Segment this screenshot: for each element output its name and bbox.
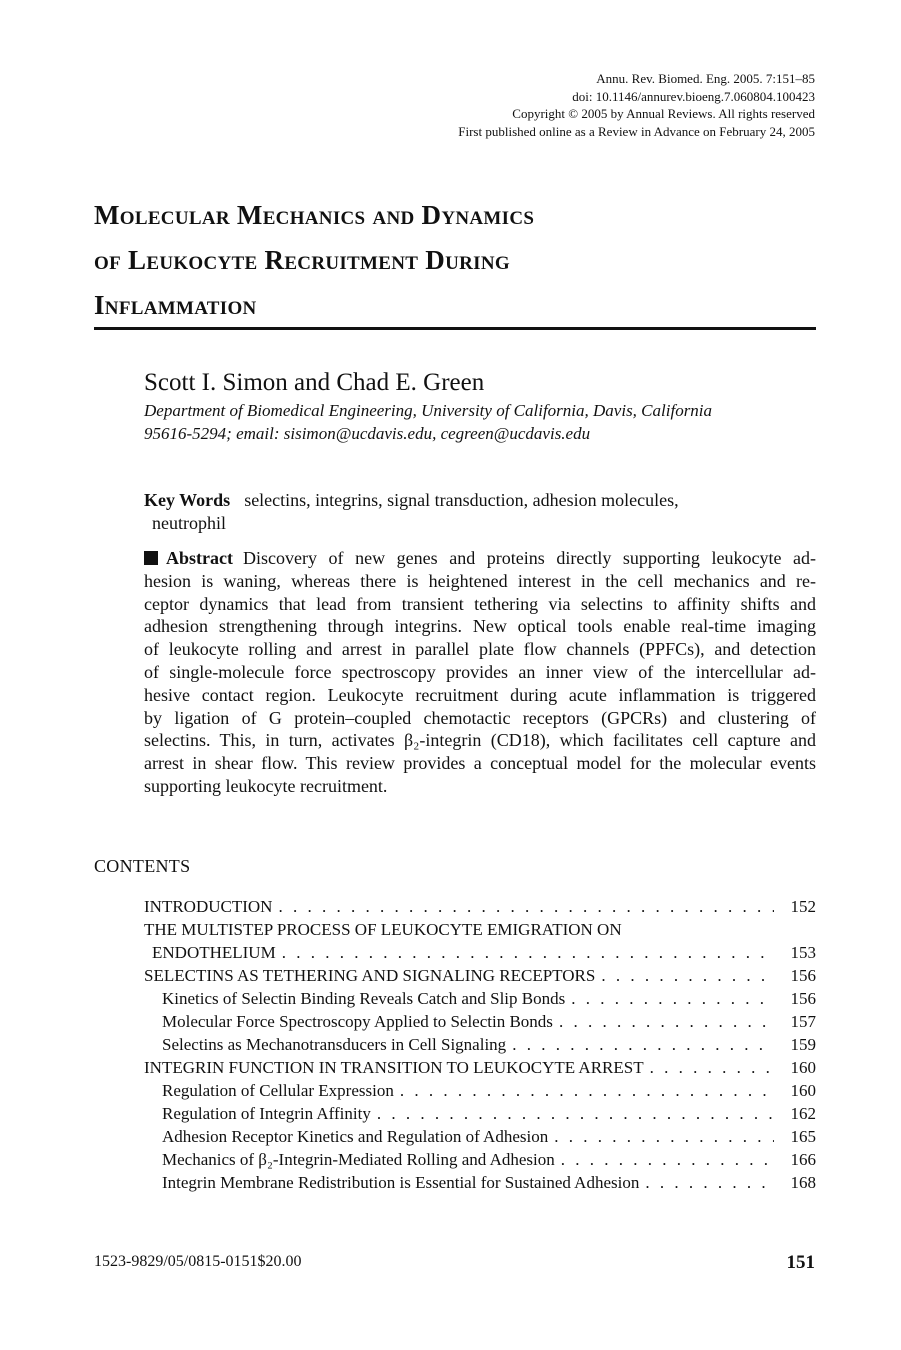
toc-entry[interactable]: THE MULTISTEP PROCESS OF LEUKOCYTE EMIGRATION ON: [144, 920, 622, 939]
affiliation-line-2: 95616-5294; email: sisimon@ucdavis.edu, cegreen@ucdavis.edu: [144, 424, 591, 443]
issn-code: 1523-9829/05/0815-0151$20.00: [94, 1253, 302, 1270]
contents-heading: CONTENTS: [94, 856, 191, 876]
journal-citation: Annu. Rev. Biomed. Eng. 2005. 7:151–85: [596, 71, 815, 86]
copyright: Copyright © 2005 by Annual Reviews. All rights reserved: [512, 106, 815, 121]
abstract-line: of single-molecule force spectroscopy provides an inner view of the intercellular ad-: [144, 661, 816, 682]
abstract: [144, 547, 816, 798]
abstract-line: by ligation of G protein–coupled chemotactic receptors (GPCRs) and clustering of: [144, 707, 816, 728]
abstract-line: ceptor dynamics that lead from transient tethering via selectins to affinity shifts and: [144, 593, 816, 614]
affiliation-line-1: Department of Biomedical Engineering, University of California, Davis, California: [144, 401, 713, 420]
abstract-line: of leukocyte rolling and arrest in parallel plate flow channels (PPFCs), and detection: [144, 639, 816, 660]
toc-entry[interactable]: Adhesion Receptor Kinetics and Regulation of Adhesion . . . 165: [144, 1125, 816, 1148]
article-title: [94, 193, 816, 328]
toc-entry[interactable]: Mechanics of β₂-Integrin-Mediated Rolling and Adhesion . . . 166: [144, 1148, 816, 1171]
authors: Scott I. Simon and Chad E. Green: [144, 369, 485, 396]
abstract-label: Abstract: [166, 548, 233, 568]
title-line-2: of Leukocyte Recruitment During: [94, 245, 510, 275]
abstract-line: selectins. This, in turn, activates β₂-integrin (CD18), which facilitates cell capture and: [144, 730, 816, 751]
page-number: 151: [786, 1252, 815, 1273]
abstract-line: adhesion strengthening through integrins. New optical tools enable real-time imaging: [144, 616, 816, 637]
toc-entry[interactable]: ENDOTHELIUM . . . 153: [144, 941, 816, 964]
title-line-3: Inflammation: [94, 290, 257, 320]
table-of-contents: [144, 895, 816, 1194]
title-rule: [94, 327, 816, 330]
toc-entry[interactable]: SELECTINS AS TETHERING AND SIGNALING RECEPTORS . . . 156: [144, 964, 816, 987]
abstract-line: arrest in shear flow. This review provides a conceptual model for the molecular events: [144, 753, 816, 774]
affiliation: [144, 399, 824, 445]
abstract-line: hesion is waning, whereas there is heightened interest in the cell mechanics and re-: [144, 570, 816, 591]
toc-entry[interactable]: Selectins as Mechanotransducers in Cell Signaling . . . 159: [144, 1033, 816, 1056]
toc-entry[interactable]: INTEGRIN FUNCTION IN TRANSITION TO LEUKOCYTE ARREST . . . 160: [144, 1056, 816, 1079]
toc-entry[interactable]: Integrin Membrane Redistribution is Essential for Sustained Adhesion . . . 168: [144, 1171, 816, 1194]
toc-entry[interactable]: Regulation of Cellular Expression . . . 160: [144, 1079, 816, 1102]
doi: doi: 10.1146/annurev.bioeng.7.060804.100423: [572, 88, 815, 104]
keywords-line-1: selectins, integrins, signal transduction, adhesion molecules,: [244, 490, 679, 510]
square-bullet-icon: [144, 551, 158, 565]
keywords-line-2: neutrophil: [152, 513, 226, 533]
keywords: [144, 489, 816, 535]
toc-entry[interactable]: INTRODUCTION . . . 152: [144, 895, 816, 918]
keywords-label: Key Words: [144, 490, 231, 510]
abstract-line: hesive contact region. Leukocyte recruitment during acute inflammation is triggered: [144, 684, 816, 705]
toc-entry[interactable]: Regulation of Integrin Affinity . . . 162: [144, 1102, 816, 1125]
abstract-line: Abstract Discovery of new genes and proteins directly supporting leukocyte ad-: [144, 547, 816, 570]
published-date: First published online as a Review in Advance on February 24, 2005: [458, 123, 815, 139]
publication-header: [458, 70, 815, 140]
toc-entry[interactable]: Molecular Force Spectroscopy Applied to Selectin Bonds . . . 157: [144, 1010, 816, 1033]
toc-entry[interactable]: Kinetics of Selectin Binding Reveals Catch and Slip Bonds . . . 156: [144, 987, 816, 1010]
abstract-line: supporting leukocyte recruitment.: [144, 775, 388, 796]
title-line-1: Molecular Mechanics and Dynamics: [94, 200, 535, 230]
